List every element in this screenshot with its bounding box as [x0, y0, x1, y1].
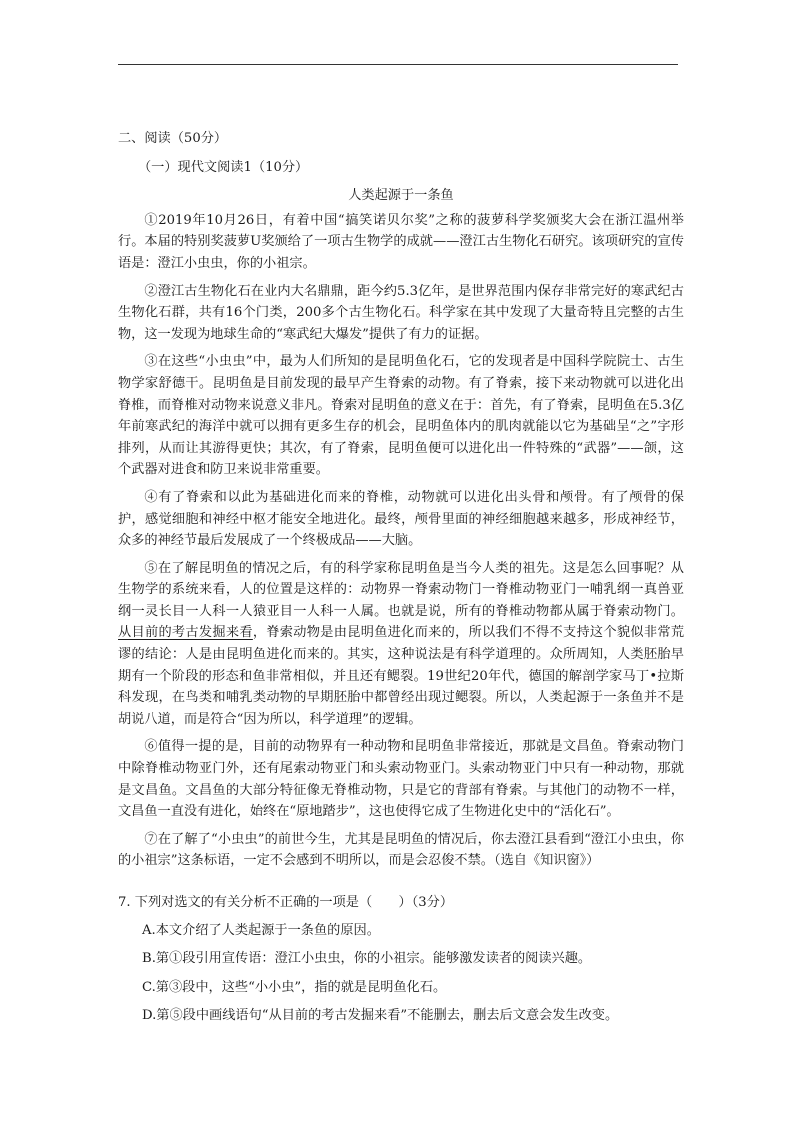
option-c: C.第③段中，这些“小小虫”，指的就是昆明鱼化石。 — [142, 979, 447, 995]
paragraph-6: ⑥值得一提的是，目前的动物界有一种动物和昆明鱼非常接近，那就是文昌鱼。脊索动物门中除脊椎动物亚门外，还有尾索动物亚门和头索动物亚门。头索动物亚门中只有一种动物，那就是文昌鱼。文昌鱼的大部分特征像无脊椎动物，只是它的背部有脊索。与其他门的动物不一样，文昌鱼一直没有进化，始终在“原地踏步”，这也使得它成了生物进化史中的“活化石”。 — [118, 739, 684, 820]
paragraph-5-after: ，脊索动物是由昆明鱼进化而来的，所以我们不得不支持这个貌似非常荒谬的结论：人是由昆明鱼进化而来的。其实，这种说法是有科学道理的。众所周知，人类胚胎早期有一个阶段的形态和鱼非常相似，并且还有鳃裂。19世纪20年代，德国的解剖学家马丁•拉斯科发现，在鸟类和哺乳类动物的早期胚胎中都曾经出现过鳃裂。所以，人类起源于一条鱼并不是胡说八道，而是符合“因为所以，科学道理”的逻辑。 — [118, 625, 685, 727]
paragraph-5-before: ⑤在了解昆明鱼的情况之后，有的科学家称昆明鱼是当今人类的祖先。这是怎么回事呢？从生物学的系统来看，人的位置是这样的：动物界一脊索动物门一脊椎动物亚门一哺乳纲一真兽亚纲一灵长目一人科一人猿亚目一人科一人属。也就是说，所有的脊椎动物都从属于脊索动物门。 — [118, 560, 684, 619]
paragraph-5 — [118, 558, 684, 731]
option-b: B.第①段引用宣传语：澄江小虫虫，你的小祖宗。能够激发读者的阅读兴趣。 — [142, 951, 592, 967]
header-rule — [118, 64, 678, 65]
section-title: 二、阅读（50分） — [118, 131, 228, 146]
paragraph-2: ②澄江古生物化石在业内大名鼎鼎，距今约5.3亿年，是世界范围内保存非常完好的寒武纪古生物化石群，共有16个门类，200多个古生物化石。科学家在其中发现了大量奇特且完整的古生物，这一发现为地球生命的“寒武纪大爆发”提供了有力的证据。 — [118, 283, 684, 342]
article-title: 人类起源于一条鱼 — [348, 188, 454, 204]
option-d: D.第⑤段中画线语句“从目前的考古发掘来看”不能删去，删去后文意会发生改变。 — [142, 1008, 619, 1024]
paragraph-1: ①2019年10月26日，有着中国“搞笑诺贝尔奖”之称的菠萝科学奖颁奖大会在浙江温州举行。本届的特别奖菠萝U奖颁给了一项古生物学的成就——澄江古生物化石研究。该项研究的宣传语是：澄江小虫虫，你的小祖宗。 — [118, 212, 684, 271]
subsection-title: （一）现代文阅读1（10分） — [138, 159, 309, 175]
paragraph-3: ③在这些“小虫虫”中，最为人们所知的是昆明鱼化石，它的发现者是中国科学院院士、古生物学家舒德干。昆明鱼是目前发现的最早产生脊索的动物。有了脊索，接下来动物就可以进化出脊椎，而脊椎对动物来说意义非凡。脊索对昆明鱼的意义在于：首先，有了脊索，昆明鱼在5.3亿年前寒武纪的海洋中就可以拥有更多生存的机会，昆明鱼体内的肌肉就能以它为基础呈“之”字形排列，从而让其游得更快；其次，有了脊索，昆明鱼便可以进化出一件特殊的“武器”——颌，这个武器对进食和防卫来说非常重要。 — [118, 354, 684, 478]
underlined-sentence: 从目前的考古发掘来看 — [118, 625, 253, 641]
option-a: A.本文介绍了人类起源于一条鱼的原因。 — [142, 922, 380, 938]
paragraph-7: ⑦在了解了“小虫虫”的前世今生，尤其是昆明鱼的情况后，你去澄江县看到“澄江小虫虫，你的小祖宗”这条标语，一定不会感到不明所以，而是会忍俊不禁。（选自《知识窗》） — [118, 831, 684, 869]
exam-page — [118, 128, 684, 1034]
paragraph-4: ④有了脊索和以此为基础进化而来的脊椎，动物就可以进化出头骨和颅骨。有了颅骨的保护，感觉细胞和神经中枢才能安全地进化。最终，颅骨里面的神经细胞越来越多，形成神经节，众多的神经节最后发展成了一个终极成品——大脑。 — [118, 489, 684, 549]
question-stem: 7. 下列对选文的有关分析不正确的一项是（ ）（3分） — [118, 895, 454, 910]
